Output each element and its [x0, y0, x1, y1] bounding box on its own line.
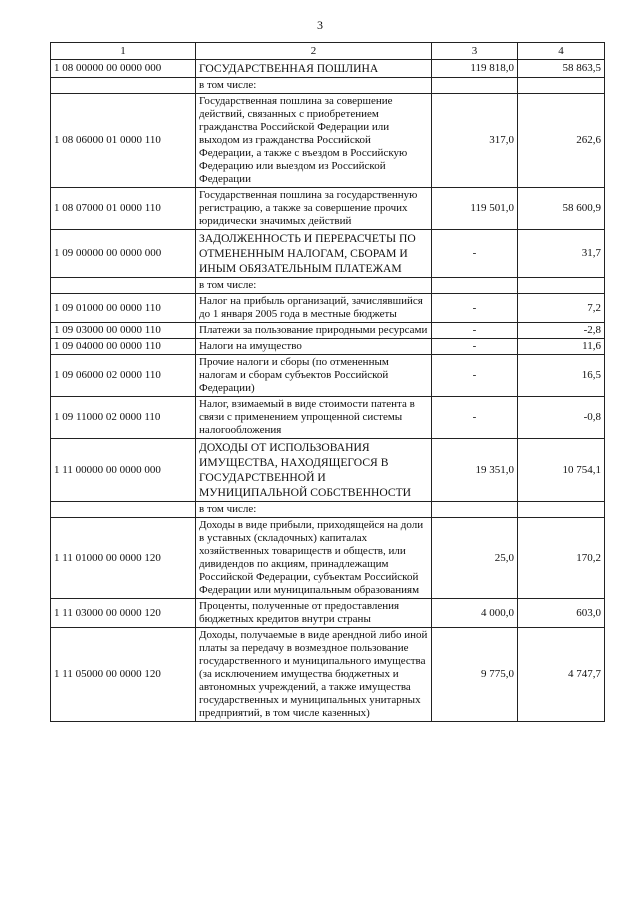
table-row	[51, 188, 605, 230]
row-code: 1 09 00000 00 0000 000	[51, 230, 196, 278]
row-plan-value: -	[432, 323, 518, 339]
row-plan-value: -	[432, 397, 518, 439]
table-row	[51, 78, 605, 94]
row-name: Доходы, получаемые в виде арендной либо иной платы за передачу в возмездное пользование государственного и муниципального имущества (за исключением имущества бюджетных и автономных учреждений, а также имущества государственных и муниципальных унитарных предприятий, в том числе казенных)	[196, 628, 432, 722]
row-code: 1 11 03000 00 0000 120	[51, 599, 196, 628]
table-row	[51, 323, 605, 339]
row-plan-value: -	[432, 355, 518, 397]
row-actual-value: 31,7	[518, 230, 605, 278]
row-actual-value: 603,0	[518, 599, 605, 628]
row-actual-value: 11,6	[518, 339, 605, 355]
row-name: Государственная пошлина за совершение действий, связанных с приобретением гражданства Российской Федерации или выходом из гражданства Российской Федерации, а также с въездом в Российскую Федерацию или выездом из Российской Федерации	[196, 94, 432, 188]
row-code: 1 11 00000 00 0000 000	[51, 439, 196, 502]
row-actual-value: 170,2	[518, 518, 605, 599]
row-plan-value: 119 501,0	[432, 188, 518, 230]
table-row	[51, 278, 605, 294]
row-plan-value	[432, 78, 518, 94]
column-header-row	[51, 43, 605, 60]
row-actual-value	[518, 278, 605, 294]
row-name: Налог на прибыль организаций, зачислявшийся до 1 января 2005 года в местные бюджеты	[196, 294, 432, 323]
row-actual-value: 58 600,9	[518, 188, 605, 230]
table-row	[51, 94, 605, 188]
row-code: 1 11 01000 00 0000 120	[51, 518, 196, 599]
row-actual-value: 10 754,1	[518, 439, 605, 502]
table-row	[51, 339, 605, 355]
row-name: в том числе:	[196, 278, 432, 294]
row-code: 1 08 07000 01 0000 110	[51, 188, 196, 230]
row-code: 1 09 01000 00 0000 110	[51, 294, 196, 323]
row-code: 1 09 03000 00 0000 110	[51, 323, 196, 339]
row-name: ГОСУДАРСТВЕННАЯ ПОШЛИНА	[196, 60, 432, 78]
row-name: ДОХОДЫ ОТ ИСПОЛЬЗОВАНИЯ ИМУЩЕСТВА, НАХОДЯЩЕГОСЯ В ГОСУДАРСТВЕННОЙ И МУНИЦИПАЛЬНОЙ СОБСТВЕННОСТИ	[196, 439, 432, 502]
row-plan-value: 4 000,0	[432, 599, 518, 628]
row-name: Платежи за пользование природными ресурсами	[196, 323, 432, 339]
table-row	[51, 294, 605, 323]
row-actual-value: 7,2	[518, 294, 605, 323]
row-name: в том числе:	[196, 78, 432, 94]
row-code: 1 09 04000 00 0000 110	[51, 339, 196, 355]
row-name: в том числе:	[196, 502, 432, 518]
row-actual-value: -2,8	[518, 323, 605, 339]
row-actual-value: 58 863,5	[518, 60, 605, 78]
table-row	[51, 502, 605, 518]
table-row	[51, 439, 605, 502]
table-row	[51, 60, 605, 78]
row-code: 1 08 00000 00 0000 000	[51, 60, 196, 78]
row-name: Налог, взимаемый в виде стоимости патента в связи с применением упрощенной системы налогообложения	[196, 397, 432, 439]
column-header-1: 1	[51, 43, 196, 60]
row-code: 1 11 05000 00 0000 120	[51, 628, 196, 722]
row-plan-value: 19 351,0	[432, 439, 518, 502]
row-name: Доходы в виде прибыли, приходящейся на доли в уставных (складочных) капиталах хозяйственных товариществ и обществ, или дивидендов по акциям, принадлежащим Российской Федерации, субъектам Российской Федерации или муниципальным образованиям	[196, 518, 432, 599]
table-row	[51, 628, 605, 722]
row-plan-value: 9 775,0	[432, 628, 518, 722]
row-actual-value: 16,5	[518, 355, 605, 397]
page-number: 3	[317, 18, 323, 32]
row-actual-value: 4 747,7	[518, 628, 605, 722]
row-name: Прочие налоги и сборы (по отмененным налогам и сборам субъектов Российской Федерации)	[196, 355, 432, 397]
row-code	[51, 78, 196, 94]
row-code: 1 09 06000 02 0000 110	[51, 355, 196, 397]
table-row	[51, 355, 605, 397]
table-row	[51, 230, 605, 278]
row-code: 1 08 06000 01 0000 110	[51, 94, 196, 188]
column-header-2: 2	[196, 43, 432, 60]
row-name: Проценты, полученные от предоставления бюджетных кредитов внутри страны	[196, 599, 432, 628]
row-code: 1 09 11000 02 0000 110	[51, 397, 196, 439]
row-code	[51, 502, 196, 518]
revenue-table	[50, 42, 605, 722]
row-plan-value: 25,0	[432, 518, 518, 599]
row-plan-value: 317,0	[432, 94, 518, 188]
row-plan-value: 119 818,0	[432, 60, 518, 78]
column-header-4: 4	[518, 43, 605, 60]
row-actual-value: 262,6	[518, 94, 605, 188]
table-row	[51, 397, 605, 439]
row-name: Государственная пошлина за государственную регистрацию, а также за совершение прочих юридически значимых действий	[196, 188, 432, 230]
table-row	[51, 599, 605, 628]
row-actual-value: -0,8	[518, 397, 605, 439]
table-row	[51, 518, 605, 599]
row-name: ЗАДОЛЖЕННОСТЬ И ПЕРЕРАСЧЕТЫ ПО ОТМЕНЕННЫМ НАЛОГАМ, СБОРАМ И ИНЫМ ОБЯЗАТЕЛЬНЫМ ПЛАТЕЖАМ	[196, 230, 432, 278]
row-plan-value: -	[432, 294, 518, 323]
row-actual-value	[518, 78, 605, 94]
row-code	[51, 278, 196, 294]
row-plan-value: -	[432, 230, 518, 278]
row-plan-value	[432, 502, 518, 518]
row-plan-value: -	[432, 339, 518, 355]
row-actual-value	[518, 502, 605, 518]
column-header-3: 3	[432, 43, 518, 60]
row-plan-value	[432, 278, 518, 294]
row-name: Налоги на имущество	[196, 339, 432, 355]
